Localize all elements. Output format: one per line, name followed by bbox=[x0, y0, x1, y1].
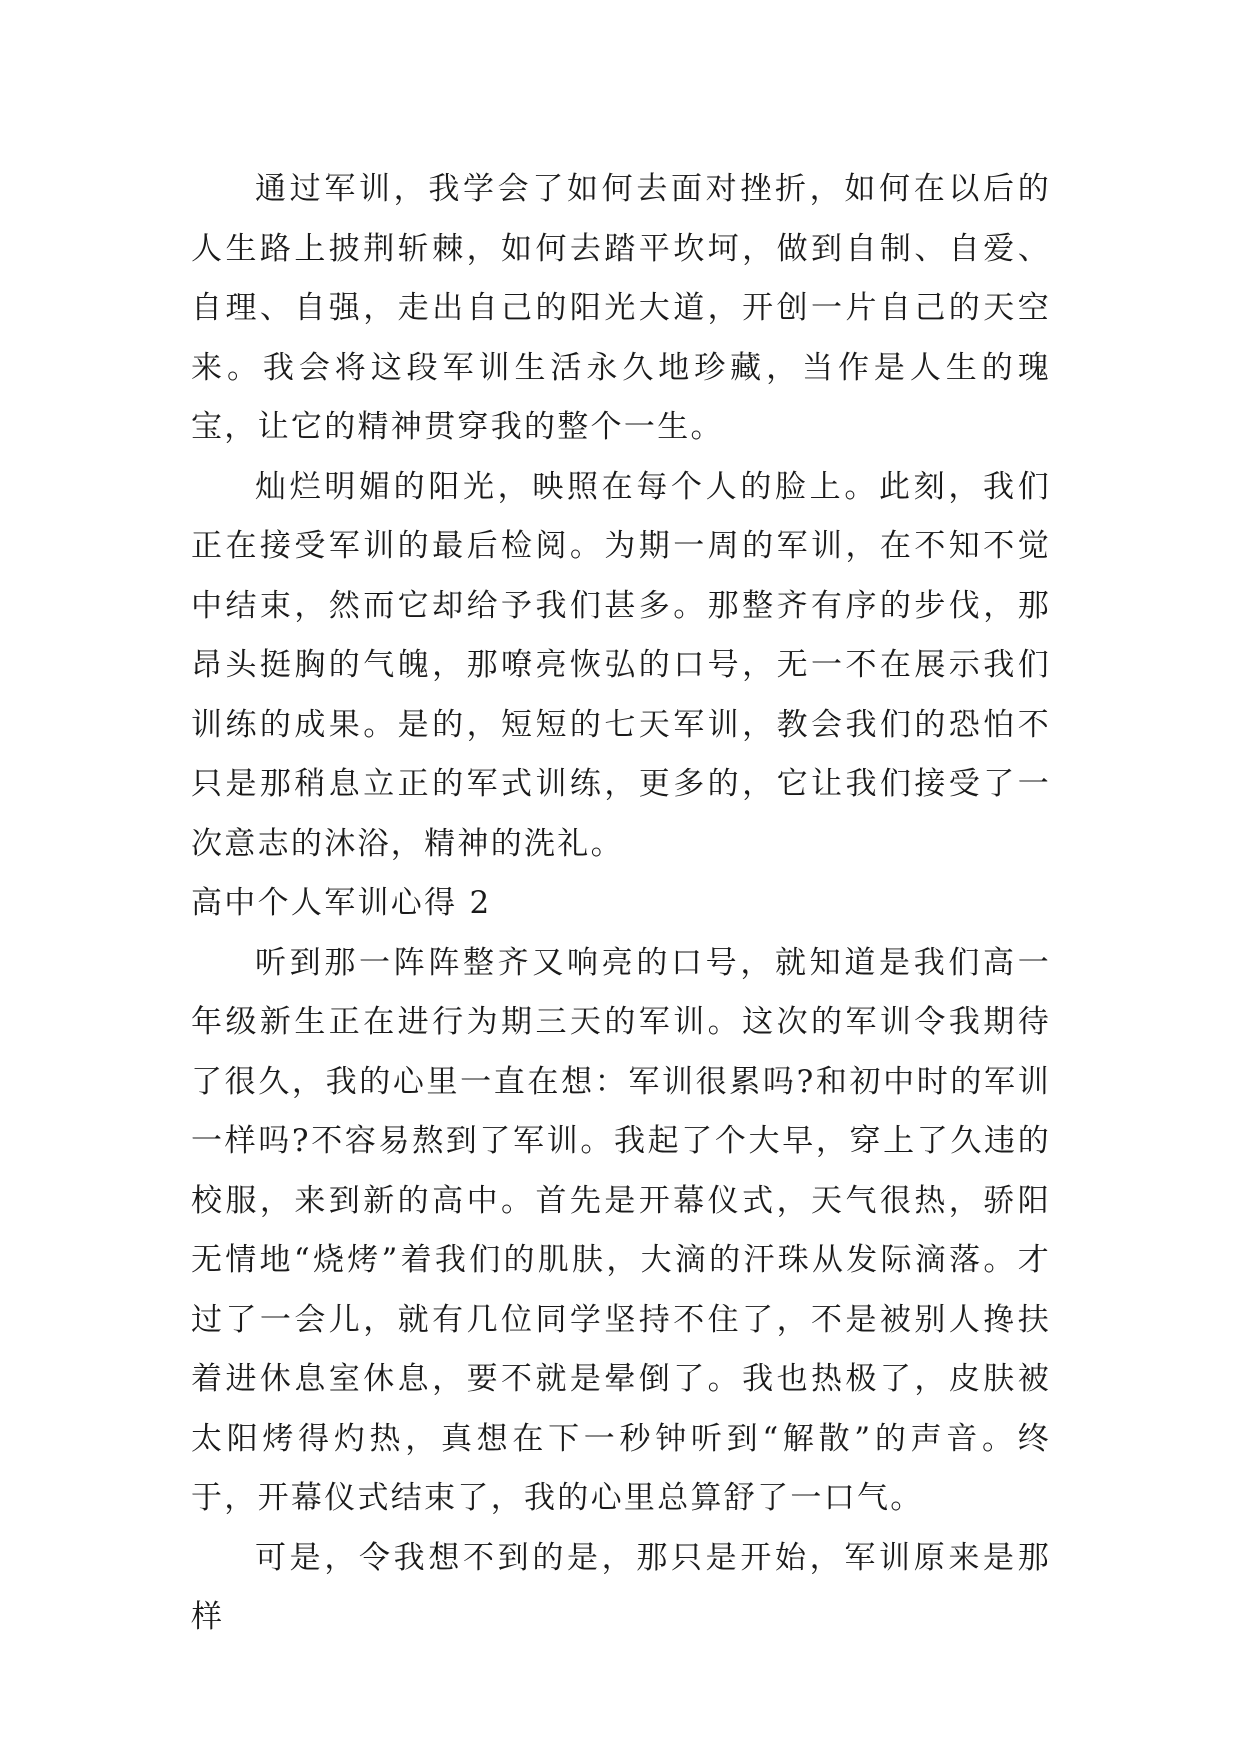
section-title: 高中个人军训心得 2 bbox=[191, 885, 492, 921]
paragraph-2: 灿烂明媚的阳光，映照在每个人的脸上。此刻，我们正在接受军训的最后检阅。为期一周的军训，在不知不觉中结束，然而它却给予我们甚多。那整齐有序的步伐，那昂头挺胸的气魄，那嘹亮恢弘的口号，无一不在展示我们训练的成果。是的，短短的七天军训，教会我们的恐怕不只是那稍息立正的军式训练，更多的，它让我们接受了一次意志的沐浴，精神的洗礼。 bbox=[191, 468, 1051, 862]
document-body bbox=[191, 160, 1051, 1648]
paragraph-3: 听到那一阵阵整齐又响亮的口号，就知道是我们高一年级新生正在进行为期三天的军训。这次的军训令我期待了很久，我的心里一直在想：军训很累吗?和初中时的军训一样吗?不容易熬到了军训。我起了个大早，穿上了久违的校服，来到新的高中。首先是开幕仪式，天气很热，骄阳无情地“烧烤”着我们的肌肤，大滴的汗珠从发际滴落。才过了一会儿，就有几位同学坚持不住了，不是被别人搀扶着进休息室休息，要不就是晕倒了。我也热极了，皮肤被太阳烤得灼热，真想在下一秒钟听到“解散”的声音。终于，开幕仪式结束了，我的心里总算舒了一口气。 bbox=[191, 944, 1051, 1516]
paragraph-1: 通过军训，我学会了如何去面对挫折，如何在以后的人生路上披荆斩棘，如何去踏平坎坷，做到自制、自爱、自理、自强，走出自己的阳光大道，开创一片自己的天空来。我会将这段军训生活永久地珍藏，当作是人生的瑰宝，让它的精神贯穿我的整个一生。 bbox=[191, 171, 1051, 445]
paragraph-4: 可是，令我想不到的是，那只是开始，军训原来是那样 bbox=[191, 1539, 1051, 1635]
